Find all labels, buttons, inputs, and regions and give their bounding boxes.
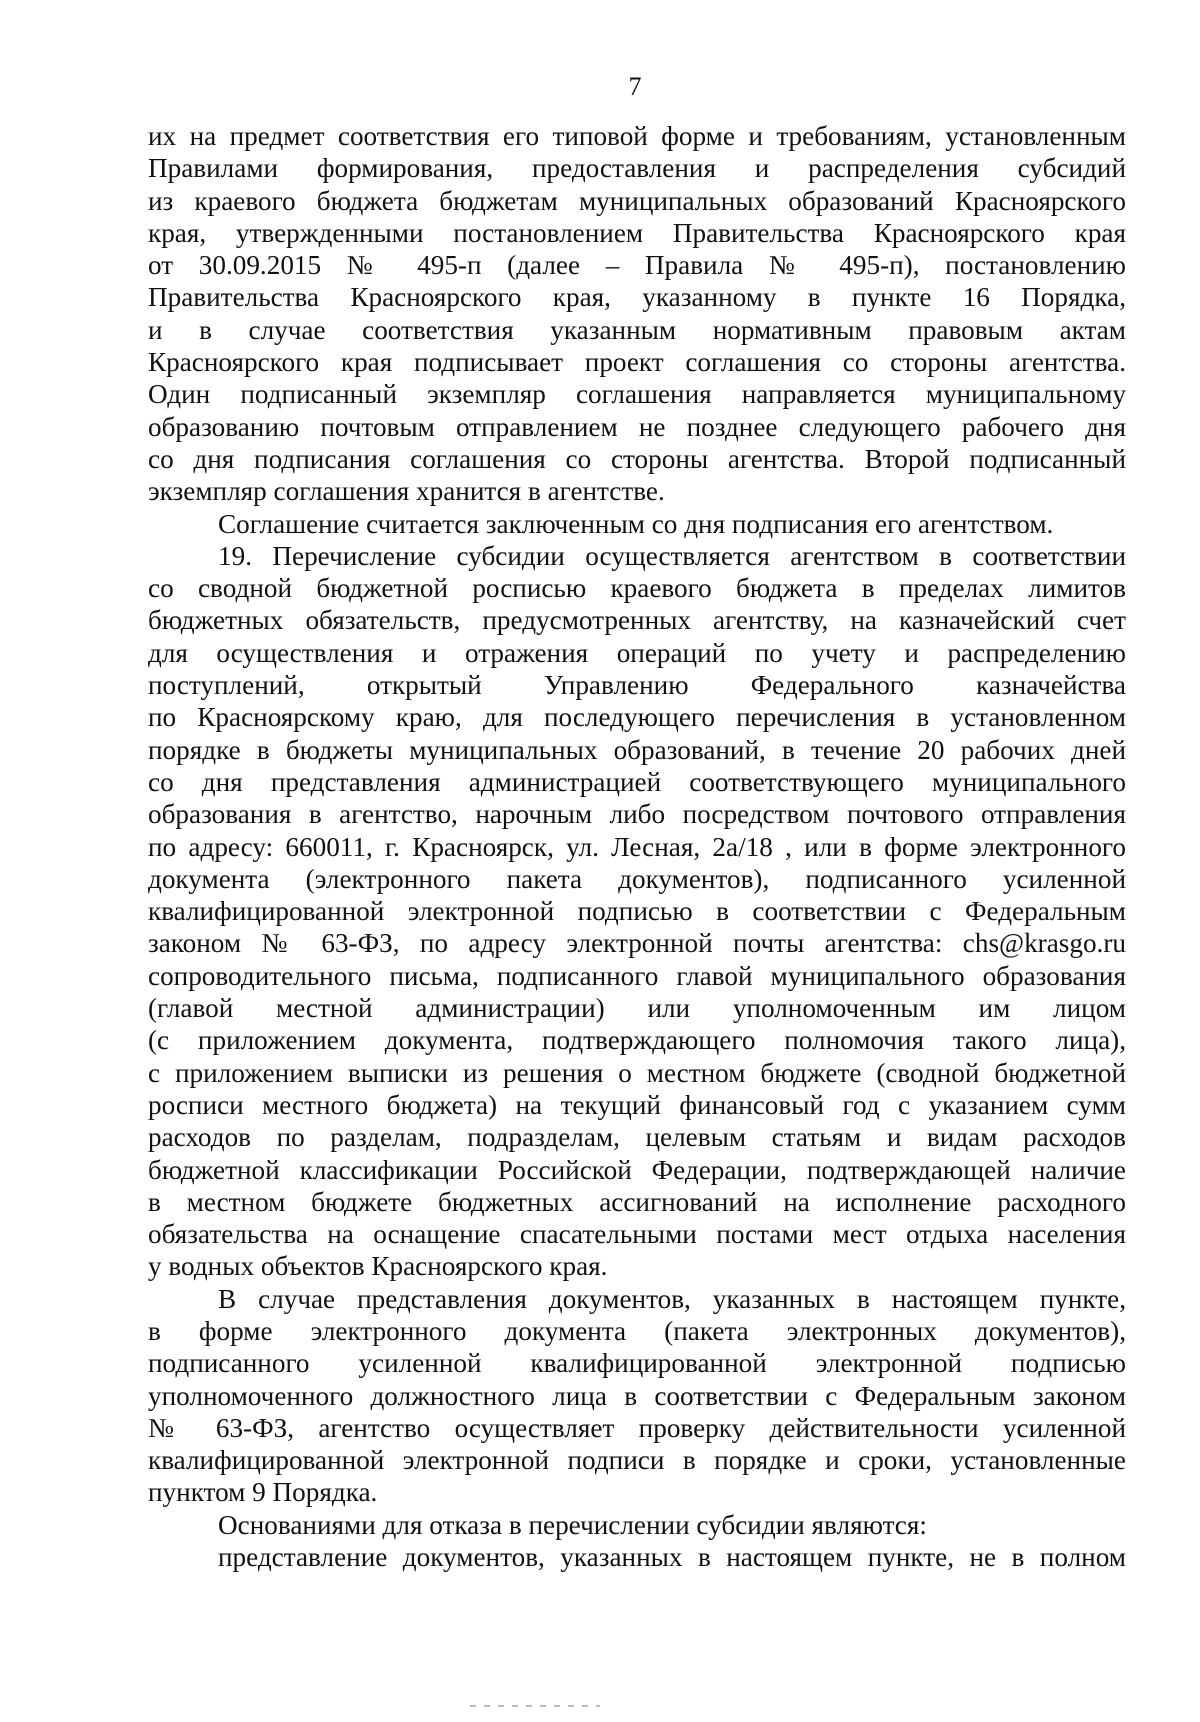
text-line: документа (электронного пакета документов), подписанного усиленной xyxy=(148,863,1126,894)
text-line: № 63-ФЗ, агентство осуществляет проверку действительности усиленной xyxy=(148,1412,1126,1443)
text-line: из краевого бюджета бюджетам муниципальных образований Красноярского xyxy=(148,185,1126,216)
text-line: с приложением выписки из решения о местном бюджете (сводной бюджетной xyxy=(148,1057,1126,1088)
text-line: Правилами формирования, предоставления и распределения субсидий xyxy=(148,153,1126,184)
text-line: и в случае соответствия указанным нормативным правовым актам xyxy=(148,314,1126,345)
text-line: Правительства Красноярского края, указанному в пункте 16 Порядка, xyxy=(148,282,1126,313)
text-line: (с приложением документа, подтверждающего полномочия такого лица), xyxy=(148,1025,1126,1056)
text-line: у водных объектов Красноярского края. xyxy=(148,1251,608,1282)
scan-artifact xyxy=(470,1705,600,1707)
text-line: поступлений, открытый Управлению Федерального казначейства xyxy=(148,670,1126,701)
text-line: в местном бюджете бюджетных ассигнований на исполнение расходного xyxy=(148,1186,1126,1217)
text-line: бюджетной классификации Российской Федерации, подтверждающей наличие xyxy=(148,1154,1126,1185)
text-line: бюджетных обязательств, предусмотренных агентству, на казначейский счет xyxy=(148,605,1126,636)
text-line: расходов по разделам, подразделам, целевым статьям и видам расходов xyxy=(148,1122,1126,1153)
text-line: Соглашение считается заключенным со дня подписания его агентством. xyxy=(218,508,1054,539)
text-line: квалифицированной электронной подписи в порядке и сроки, установленные xyxy=(148,1445,1126,1476)
page-number: 7 xyxy=(628,72,642,101)
text-line: законом № 63-ФЗ, по адресу электронной почты агентства: chs@krasgo.ru xyxy=(148,928,1126,959)
text-line: 19. Перечисление субсидии осуществляется агентством в соответствии xyxy=(218,540,1126,571)
text-line: представление документов, указанных в настоящем пункте, не в полном xyxy=(218,1542,1126,1573)
text-line: пунктом 9 Порядка. xyxy=(148,1477,378,1508)
text-line: для осуществления и отражения операций по учету и распределению xyxy=(148,637,1126,668)
text-line: от 30.09.2015 № 495-п (далее – Правила № 495-п), постановлению xyxy=(148,250,1126,281)
text-line: росписи местного бюджета) на текущий финансовый год с указанием сумм xyxy=(148,1089,1126,1120)
text-line: со дня представления администрацией соответствующего муниципального xyxy=(148,766,1126,797)
text-line: квалифицированной электронной подписью в соответствии с Федеральным xyxy=(148,896,1126,927)
text-line: по Красноярскому краю, для последующего перечисления в установленном xyxy=(148,702,1126,733)
text-line: по адресу: 660011, г. Красноярск, ул. Лесная, 2а/18 , или в форме электронного xyxy=(148,831,1126,862)
text-line: порядке в бюджеты муниципальных образований, в течение 20 рабочих дней xyxy=(148,734,1126,765)
text-line: сопроводительного письма, подписанного главой муниципального образования xyxy=(148,960,1126,991)
text-line: Один подписанный экземпляр соглашения направляется муниципальному xyxy=(148,379,1126,410)
text-line: Основаниями для отказа в перечислении субсидии являются: xyxy=(218,1509,927,1540)
text-line: Красноярского края подписывает проект соглашения со стороны агентства. xyxy=(148,347,1126,378)
text-line: (главой местной администрации) или уполномоченным им лицом xyxy=(148,993,1126,1024)
text-line: их на предмет соответствия его типовой форме и требованиям, установленным xyxy=(148,121,1126,151)
text-line: образования в агентство, нарочным либо посредством почтового отправления xyxy=(148,799,1126,830)
document-body xyxy=(148,120,1126,1573)
text-line: со дня подписания соглашения со стороны агентства. Второй подписанный xyxy=(148,443,1126,474)
text-line: в форме электронного документа (пакета электронных документов), xyxy=(148,1315,1126,1346)
text-line: со сводной бюджетной росписью краевого бюджета в пределах лимитов xyxy=(148,573,1126,604)
text-line: края, утвержденными постановлением Правительства Красноярского края xyxy=(148,217,1126,248)
text-line: обязательства на оснащение спасательными постами мест отдыха населения xyxy=(148,1219,1126,1250)
text-line: образованию почтовым отправлением не позднее следующего рабочего дня xyxy=(148,411,1126,442)
text-line: В случае представления документов, указанных в настоящем пункте, xyxy=(218,1283,1126,1314)
text-line: уполномоченного должностного лица в соответствии с Федеральным законом xyxy=(148,1380,1126,1411)
text-line: экземпляр соглашения хранится в агентстве. xyxy=(148,476,665,507)
text-line: подписанного усиленной квалифицированной электронной подписью xyxy=(148,1348,1126,1379)
